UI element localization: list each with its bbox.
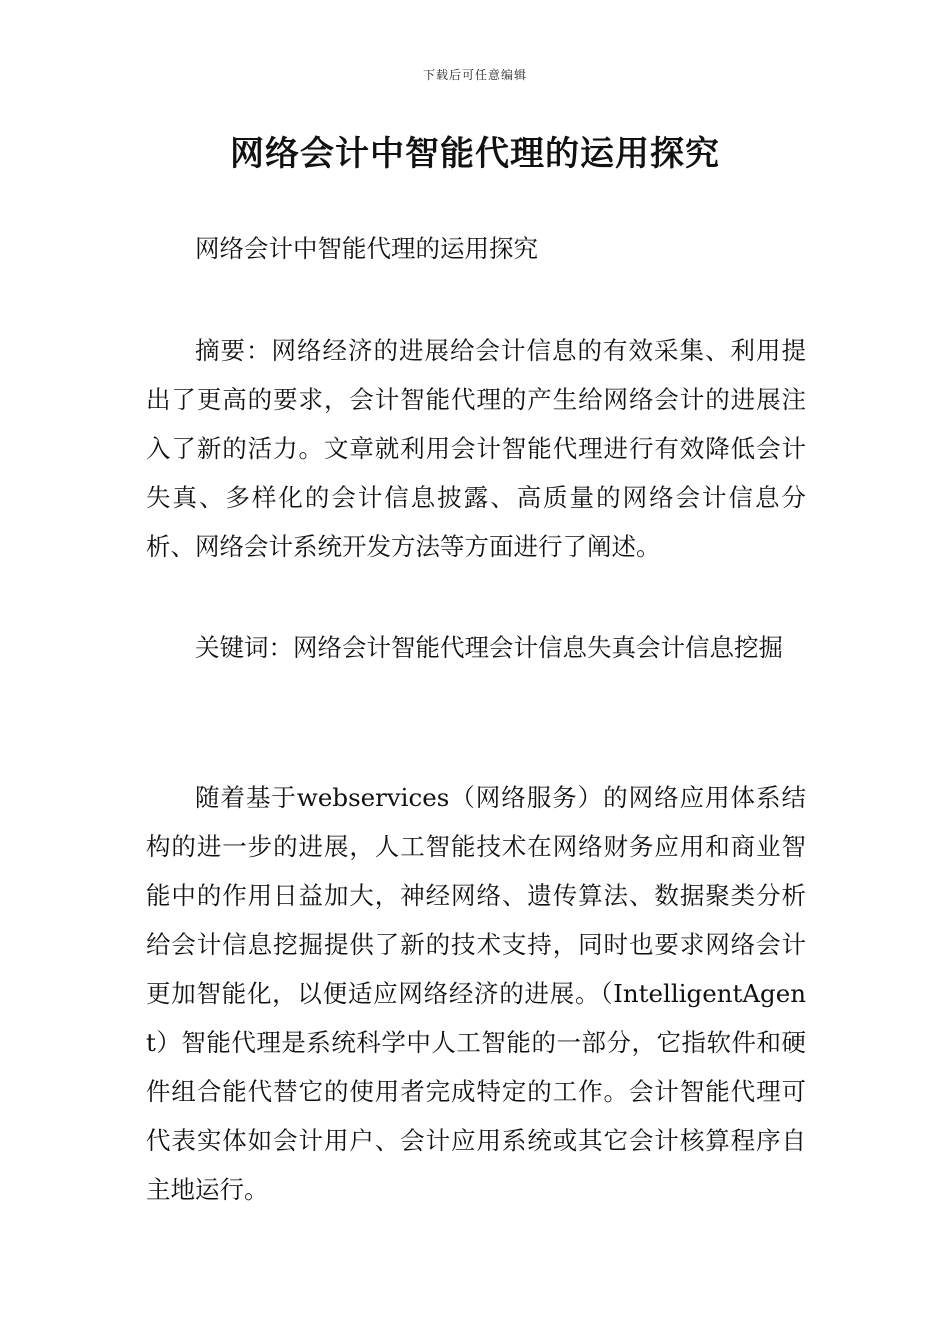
document-title: 网络会计中智能代理的运用探究 [230, 134, 720, 174]
keywords-paragraph: 关键词：网络会计智能代理会计信息失真会计信息挖掘 [195, 633, 783, 662]
subtitle-paragraph: 网络会计中智能代理的运用探究 [195, 234, 538, 263]
body-paragraph: 随着基于webservices（网络服务）的网络应用体系结构的进一步的进展，人工智能技术在网络财务应用和商业智能中的作用日益加大，神经网络、遗传算法、数据聚类分析给会计信息挖掘提供了新的技术支持，同时也要求网络会计更加智能化，以便适应网络经济的进展。（IntelligentAgent）智能代理是系统科学中人工智能的一部分，它指软件和硬件组合能代替它的使用者完成特定的工作。会计智能代理可代表实体如会计用户、会计应用系统或其它会计核算程序自主地运行。 [146, 783, 806, 1204]
header-note: 下载后可任意编辑 [422, 68, 527, 82]
abstract-paragraph: 摘要：网络经济的进展给会计信息的有效采集、利用提出了更高的要求，会计智能代理的产生给网络会计的进展注入了新的活力。文章就利用会计智能代理进行有效降低会计失真、多样化的会计信息披露、高质量的网络会计信息分析、网络会计系统开发方法等方面进行了阐述。 [146, 336, 806, 561]
